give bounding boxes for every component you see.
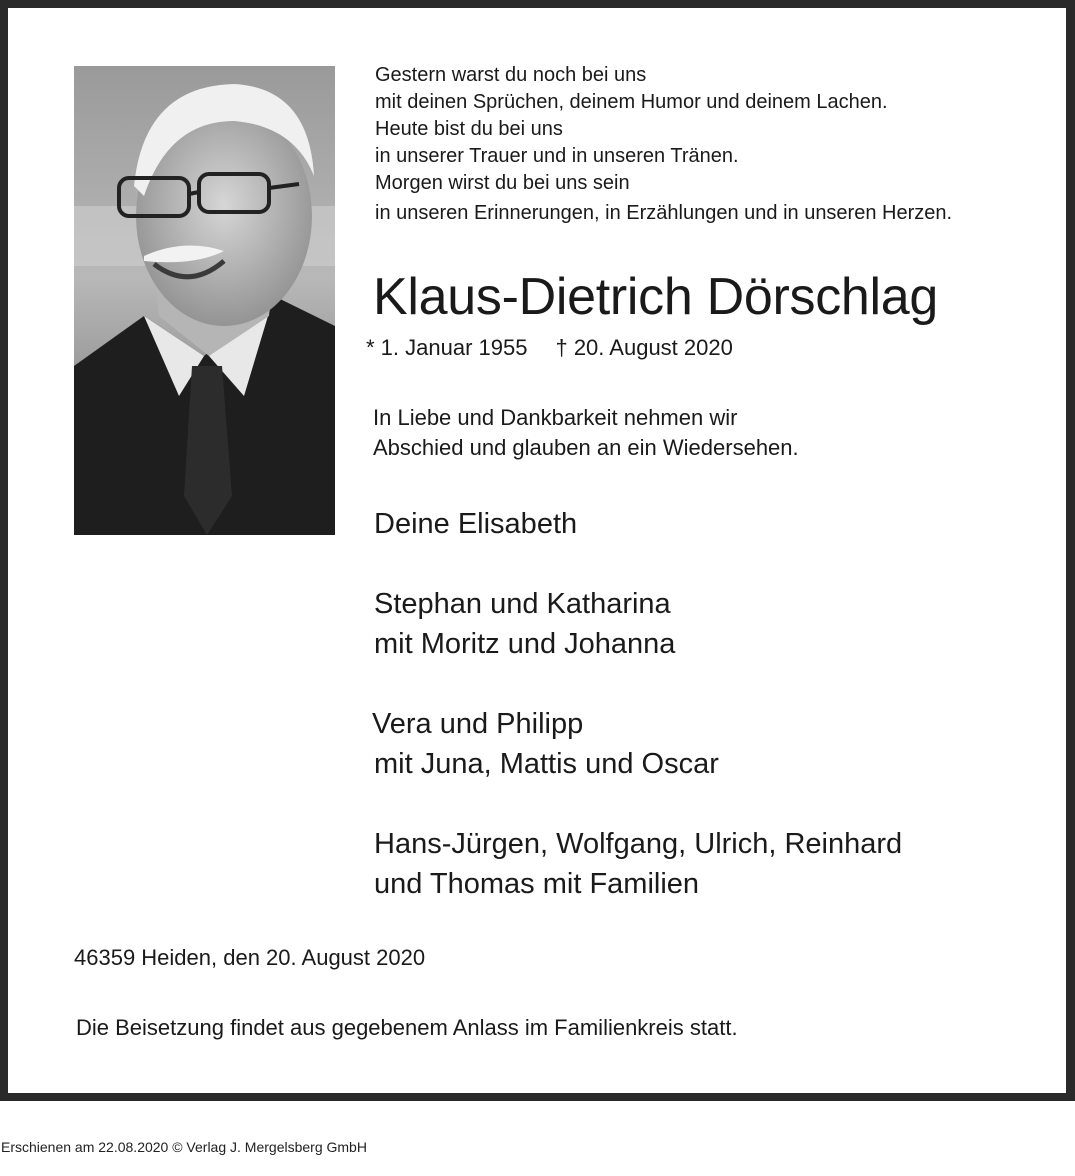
signer-line: und Thomas mit Familien	[374, 868, 700, 900]
poem	[375, 62, 952, 227]
life-dates	[366, 333, 733, 363]
farewell-line: Abschied und glauben an ein Wiedersehen.	[373, 435, 799, 460]
signer-line: Deine Elisabeth	[374, 508, 578, 540]
signer-group	[374, 504, 577, 544]
poem-line: in unserer Trauer und in unseren Tränen.	[375, 145, 739, 167]
signer-line: Stephan und Katharina	[374, 588, 671, 620]
burial-note: Die Beisetzung findet aus gegebenem Anlass im Familienkreis statt.	[76, 1015, 738, 1040]
publication-footer: Erschienen am 22.08.2020 © Verlag J. Mergelsberg GmbH	[1, 1139, 367, 1155]
signer-group	[374, 584, 675, 664]
portrait-image	[74, 66, 335, 535]
birth-date: * 1. Januar 1955	[366, 335, 528, 360]
poem-line: in unseren Erinnerungen, in Erzählungen und in unseren Herzen.	[375, 202, 953, 224]
portrait-photo	[74, 66, 335, 535]
farewell-text	[373, 403, 799, 463]
signer-line: mit Juna, Mattis und Oscar	[374, 748, 719, 780]
poem-line: Gestern warst du noch bei uns	[375, 64, 647, 86]
poem-line: mit deinen Sprüchen, deinem Humor und deinem Lachen.	[375, 91, 888, 113]
poem-line: Heute bist du bei uns	[375, 118, 563, 140]
signer-group	[372, 704, 719, 784]
signer-group	[374, 824, 902, 904]
death-date: † 20. August 2020	[555, 335, 733, 360]
signer-line: mit Moritz und Johanna	[374, 628, 676, 660]
poem-line: Morgen wirst du bei uns sein	[375, 172, 630, 194]
signer-line: Hans-Jürgen, Wolfgang, Ulrich, Reinhard	[374, 828, 903, 860]
farewell-line: In Liebe und Dankbarkeit nehmen wir	[373, 405, 738, 430]
deceased-name: Klaus-Dietrich Dörschlag	[373, 268, 939, 326]
place-date: 46359 Heiden, den 20. August 2020	[74, 945, 426, 970]
signer-line: Vera und Philipp	[372, 708, 584, 740]
